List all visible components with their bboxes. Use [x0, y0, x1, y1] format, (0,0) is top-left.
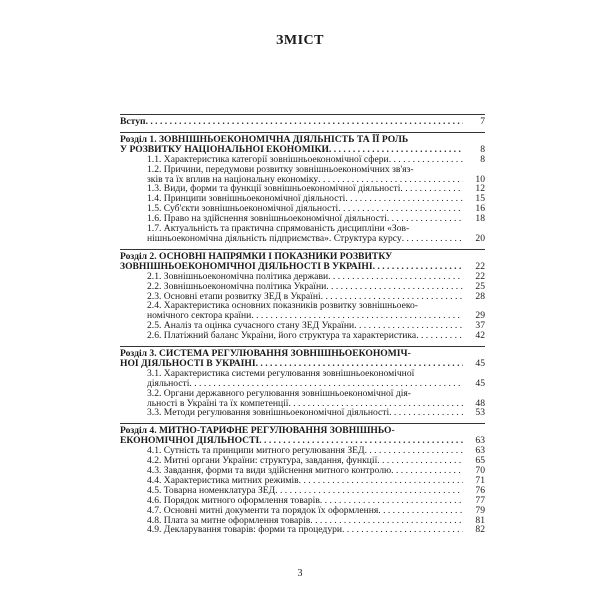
toc-entry-text: 4.9. Декларування товарів: форми та процедури . . .: [147, 525, 463, 535]
toc-row[interactable]: [120, 436, 485, 446]
toc-page-number: 77: [463, 496, 485, 506]
toc-page-number: 48: [463, 399, 485, 409]
section-heading-line2: ЕКОНОМІЧНОЇ ДІЯЛЬНОСТІ . . .: [120, 436, 463, 446]
toc-row[interactable]: [120, 446, 485, 456]
toc-page-number: 18: [463, 214, 485, 224]
section-heading-line1[interactable]: Розділ 3. СИСТЕМА РЕГУЛЮВАННЯ ЗОВНІШНЬОЕКОНОМІЧ-: [120, 348, 411, 360]
toc-entry-text: 2.3. Основні етапи розвитку ЗЕД в Україні . . .: [147, 292, 463, 302]
section-heading-line2: ЗОВНІШНЬОЕКОНОМІЧНОЇ ДІЯЛЬНОСТІ В УКРАЇНІ . . .: [120, 262, 463, 272]
toc-row[interactable]: [120, 399, 485, 409]
toc-page-number: 22: [463, 272, 485, 282]
toc-row[interactable]: [120, 214, 485, 224]
toc-row[interactable]: [120, 204, 485, 214]
toc-entry-text: 1.4. Принципи зовнішньоекономічної діяльності . . .: [147, 194, 463, 204]
toc-row[interactable]: [120, 175, 485, 185]
toc-entry-text: 4.7. Основні митні документи та порядок їх оформлення . . .: [147, 506, 463, 516]
toc-section: [120, 132, 485, 244]
toc-entry-text: 4.3. Завдання, форми та види здійснення митного контролю . . .: [147, 466, 463, 476]
toc-row[interactable]: [120, 321, 485, 331]
toc-entry-text: номічного сектора країни . . .: [147, 311, 463, 321]
toc-row[interactable]: [120, 359, 485, 369]
toc-item-line[interactable]: 3.2. Органи державного регулювання зовнішньоекономічної дія-: [147, 387, 411, 399]
toc-page-number: 71: [463, 476, 485, 486]
toc-intro: [120, 114, 485, 127]
toc-item-line[interactable]: 1.7. Актуальність та практична спрямованість дисципліни «Зов-: [147, 223, 410, 235]
toc-page-number: 28: [463, 292, 485, 302]
toc-page-number: 25: [463, 282, 485, 292]
toc-entry-text: 2.1. Зовнішньоекономічна політика держави . . .: [147, 272, 463, 282]
toc-page-number: 70: [463, 466, 485, 476]
toc-page-number: 45: [463, 359, 485, 369]
toc-entry-text: 4.8. Плата за митне оформлення товарів . . .: [147, 516, 463, 526]
toc-entry-text: 4.5. Товарна номенклатура ЗЕД . . .: [147, 486, 463, 496]
toc-row[interactable]: [120, 117, 485, 127]
page-number: 3: [297, 568, 303, 579]
toc-row[interactable]: [120, 486, 485, 496]
toc-page-number: 45: [463, 379, 485, 389]
toc-page-number: 29: [463, 311, 485, 321]
toc-item-line[interactable]: 3.1. Характеристика системи регулювання зовнішньоекономічної: [147, 367, 415, 379]
toc-page-number: 12: [463, 184, 485, 194]
toc-entry-text: 2.6. Платіжний баланс України, його структура та характеристика . . .: [147, 331, 463, 341]
toc-entry-text: 4.2. Митні органи України: структура, завдання, функції . . .: [147, 456, 463, 466]
toc-row[interactable]: [120, 506, 485, 516]
toc-page-number: 10: [463, 175, 485, 185]
toc-entry-text: 1.1. Характеристика категорії зовнішньоекономічної сфери . . .: [147, 155, 463, 165]
toc-entry-text: льності в Україні та їх компетенції . . .: [147, 399, 463, 409]
toc-page-number: 65: [463, 456, 485, 466]
toc-section: [120, 423, 485, 535]
toc-row[interactable]: [120, 262, 485, 272]
toc-entry-text: 3.3. Методи регулювання зовнішньоекономічної діяльності . . .: [147, 408, 463, 418]
section-heading-line2: У РОЗВИТКУ НАЦІОНАЛЬНОЇ ЕКОНОМІКИ . . .: [120, 145, 463, 155]
toc-row[interactable]: [120, 525, 485, 535]
toc-entry-text: 1.5. Суб'єкти зовнішньоекономічної діяльності . . .: [147, 204, 463, 214]
toc-row[interactable]: [120, 476, 485, 486]
toc-item-line[interactable]: 1.2. Причини, передумови розвитку зовнішньоекономічних зв'яз-: [147, 163, 414, 175]
toc-row[interactable]: [120, 496, 485, 506]
toc-row[interactable]: [120, 408, 485, 418]
toc-item-line[interactable]: 2.4. Характеристика основних показників розвитку зовнішньоеко-: [147, 300, 418, 312]
toc-row[interactable]: [120, 466, 485, 476]
toc-page-number: 20: [463, 234, 485, 244]
toc-row[interactable]: [120, 234, 485, 244]
toc-row[interactable]: [120, 145, 485, 155]
table-of-contents: [120, 114, 485, 540]
toc-entry-text: зків та їх вплив на національну економіку . . .: [147, 175, 463, 185]
toc-section: [120, 249, 485, 341]
toc-entry-text: 4.1. Сутність та принципи митного регулювання ЗЕД . . .: [147, 446, 463, 456]
toc-entry-text: діяльності . . .: [147, 379, 463, 389]
toc-page-number: 16: [463, 204, 485, 214]
toc-row[interactable]: [120, 184, 485, 194]
toc-row[interactable]: [120, 272, 485, 282]
section-heading-line1[interactable]: Розділ 2. ОСНОВНІ НАПРЯМКИ І ПОКАЗНИКИ РОЗВИТКУ: [120, 250, 393, 262]
toc-row[interactable]: [120, 194, 485, 204]
toc-entry-text: Вступ . . .: [120, 117, 463, 127]
toc-page-number: 42: [463, 331, 485, 341]
toc-page-number: 37: [463, 321, 485, 331]
toc-row[interactable]: [120, 516, 485, 526]
toc-entry-text: нішньоекономічна діяльність підприємства». Структура курсу . . .: [147, 234, 463, 244]
toc-entry-text: 2.2. Зовнішньоекономічна політика України . . .: [147, 282, 463, 292]
toc-page-number: 53: [463, 408, 485, 418]
toc-page-number: 8: [463, 145, 485, 155]
toc-row[interactable]: [120, 456, 485, 466]
toc-row[interactable]: [120, 282, 485, 292]
toc-page-number: 22: [463, 262, 485, 272]
toc-page-number: 63: [463, 446, 485, 456]
section-heading-line1[interactable]: Розділ 1. ЗОВНІШНЬОЕКОНОМІЧНА ДІЯЛЬНІСТЬ ТА ЇЇ РОЛЬ: [120, 133, 409, 145]
toc-entry-text: 4.4. Характеристика митних режимів . . .: [147, 476, 463, 486]
toc-entry-text: 1.6. Право на здійснення зовнішньоекономічної діяльності . . .: [147, 214, 463, 224]
toc-row[interactable]: [120, 292, 485, 302]
toc-row[interactable]: [120, 379, 485, 389]
toc-page-number: 82: [463, 525, 485, 535]
toc-row[interactable]: [120, 311, 485, 321]
toc-page-number: 81: [463, 516, 485, 526]
toc-row[interactable]: [120, 331, 485, 341]
toc-entry-text: 1.3. Види, форми та функції зовнішньоекономічної діяльності . . .: [147, 184, 463, 194]
section-heading-line2: НОЇ ДІЯЛЬНОСТІ В УКРАЇНІ . . .: [120, 359, 463, 369]
toc-page-number: 15: [463, 194, 485, 204]
section-heading-line1[interactable]: Розділ 4. МИТНО-ТАРИФНЕ РЕГУЛЮВАННЯ ЗОВНІШНЬО-: [120, 425, 395, 437]
page-title: ЗМІСТ: [276, 33, 324, 48]
toc-page-number: 76: [463, 486, 485, 496]
toc-row[interactable]: [120, 155, 485, 165]
toc-entry-text: 4.6. Порядок митного оформлення товарів . . .: [147, 496, 463, 506]
toc-page-number: 79: [463, 506, 485, 516]
toc-page-number: 8: [463, 155, 485, 165]
toc-entry-text: 2.5. Аналіз та оцінка сучасного стану ЗЕД України . . .: [147, 321, 463, 331]
toc-page-number: 7: [463, 117, 485, 127]
toc-section: [120, 346, 485, 418]
toc-page-number: 63: [463, 436, 485, 446]
